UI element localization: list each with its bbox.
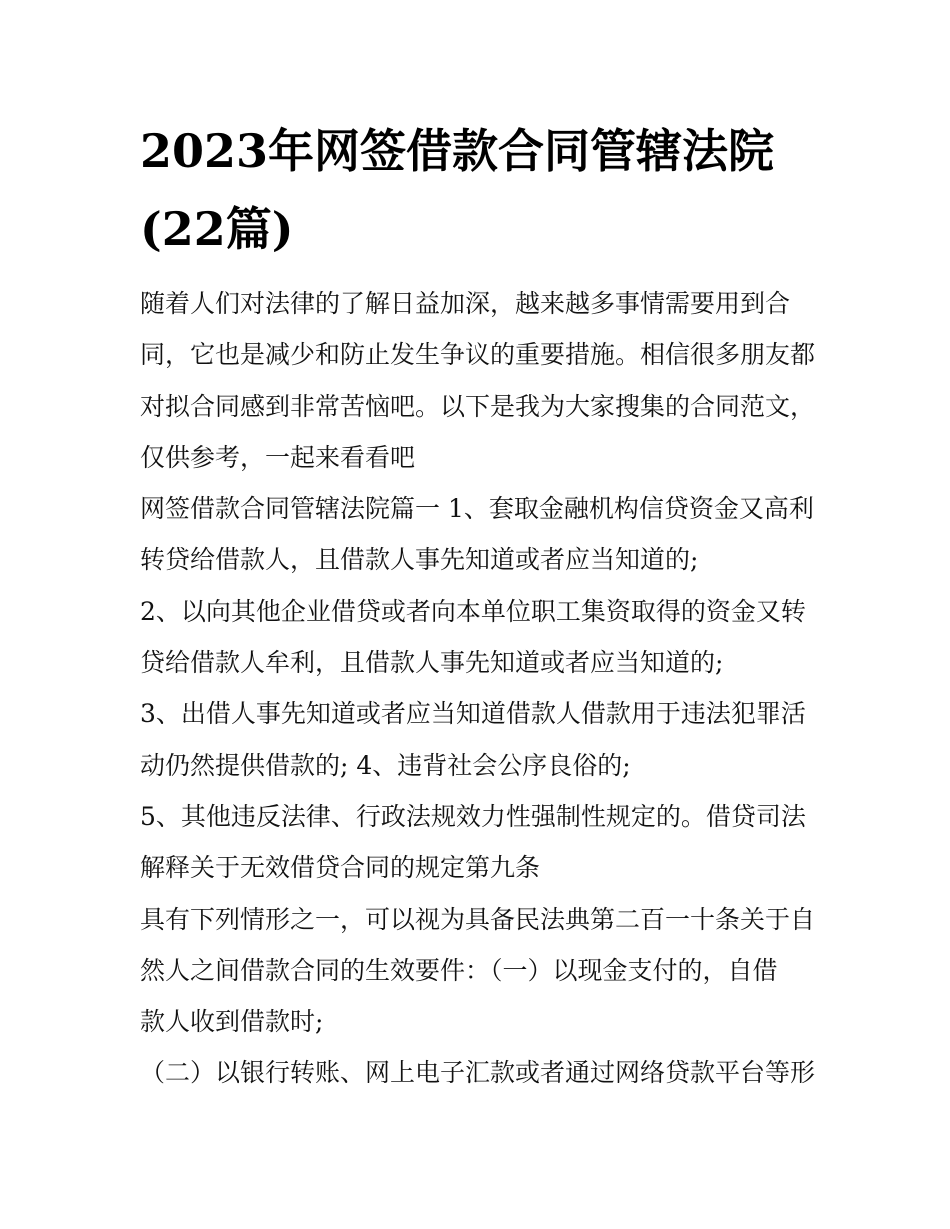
body-line: 随着人们对法律的了解日益加深，越来越多事情需要用到合	[140, 289, 791, 318]
title-line-2: (22篇)	[140, 202, 294, 256]
document-page	[140, 112, 820, 1099]
body-line: 仅供参考，一起来看看吧	[140, 442, 416, 472]
body-line: 对拟合同感到非常苦恼吧。以下是我为大家搜集的合同范文，	[140, 391, 816, 421]
body-line: 动仍然提供借款的; 4、违背社会公序良俗的;	[140, 750, 631, 780]
body-line: 款人收到借款时;	[140, 1007, 324, 1037]
body-line: 解释关于无效借贷合同的规定第九条	[140, 853, 541, 883]
body-line: 转贷给借款人，且借款人事先知道或者应当知道的;	[140, 545, 699, 575]
body-line: 然人之间借款合同的生效要件：（一）以现金支付的，自借	[140, 955, 778, 985]
body-line: 3、出借人事先知道或者应当知道借款人借款用于违法犯罪活	[140, 699, 806, 729]
document-title	[140, 112, 820, 268]
title-line-1: 2023年网签借款合同管辖法院	[140, 124, 775, 178]
document-body	[140, 278, 820, 1099]
body-line: 具有下列情形之一，可以视为具备民法典第二百一十条关于自	[140, 904, 816, 934]
body-line: （二）以银行转账、网上电子汇款或者通过网络贷款平台等形	[140, 1058, 816, 1088]
body-line: 网签借款合同管辖法院篇一 1、套取金融机构信贷资金又高利	[140, 494, 814, 524]
body-line: 同，它也是减少和防止发生争议的重要措施。相信很多朋友都	[140, 340, 816, 370]
body-line: 贷给借款人牟利，且借款人事先知道或者应当知道的;	[140, 648, 724, 678]
body-line: 2、以向其他企业借贷或者向本单位职工集资取得的资金又转	[140, 596, 806, 626]
body-line: 5、其他违反法律、行政法规效力性强制性规定的。借贷司法	[140, 801, 806, 831]
